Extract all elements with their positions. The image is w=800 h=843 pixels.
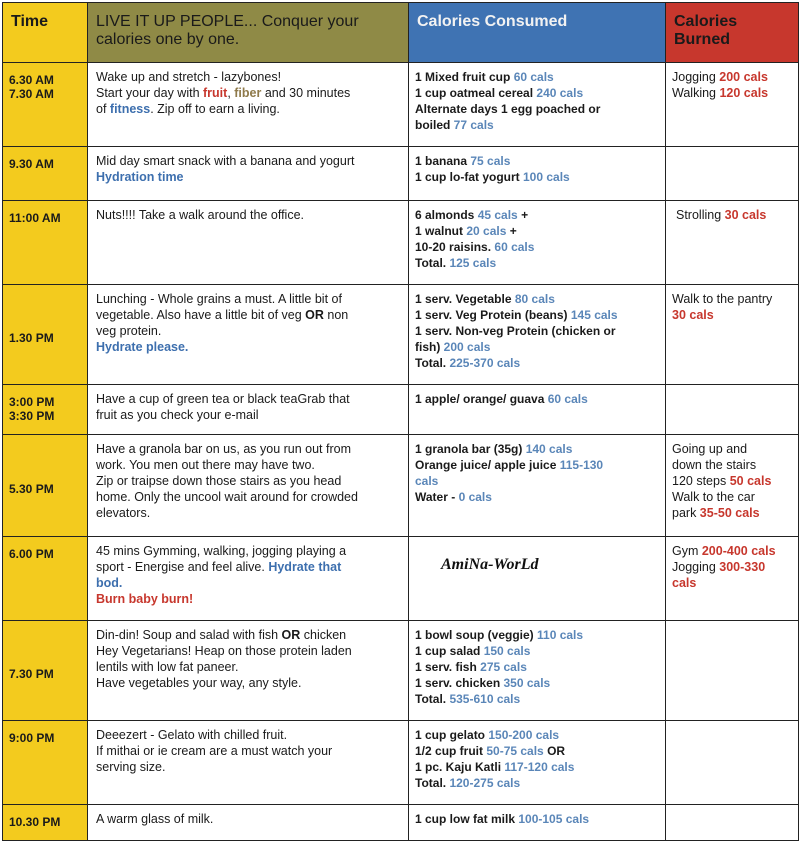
- activity-cell: Deeezert - Gelato with chilled fruit. If mithai or ie cream are a must watch your serving size.: [88, 721, 409, 805]
- consumed-cell: 1 apple/ orange/ guava 60 cals: [409, 385, 666, 435]
- time-cell: 3:00 PM 3:30 PM: [3, 385, 88, 435]
- header-consumed: Calories Consumed: [409, 3, 666, 63]
- consumed-cell: 1 cup low fat milk 100-105 cals: [409, 805, 666, 841]
- time-cell: 7.30 PM: [3, 621, 88, 721]
- activity-cell: Mid day smart snack with a banana and yogurt Hydration time: [88, 147, 409, 201]
- consumed-cell: 1 granola bar (35g) 140 cals Orange juice/ apple juice 115-130 cals Water - 0 cals: [409, 435, 666, 537]
- time-cell: 9:00 PM: [3, 721, 88, 805]
- header-burned: Calories Burned: [666, 3, 799, 63]
- time-cell: 10.30 PM: [3, 805, 88, 841]
- table-row: [3, 285, 799, 385]
- table-row: [3, 201, 799, 285]
- time-cell: 11:00 AM: [3, 201, 88, 285]
- consumed-cell: [409, 537, 666, 621]
- consumed-cell: 1 serv. Vegetable 80 cals 1 serv. Veg Protein (beans) 145 cals 1 serv. Non-veg Protein (chicken or fish) 200 cals Total. 225-370 cals: [409, 285, 666, 385]
- burned-cell: Jogging 200 cals Walking 120 cals: [666, 63, 799, 147]
- consumed-cell: 1 banana 75 cals 1 cup lo-fat yogurt 100 cals: [409, 147, 666, 201]
- activity-cell: Wake up and stretch - lazybones! Start your day with fruit, fiber and 30 minutes of fitness. Zip off to earn a living.: [88, 63, 409, 147]
- activity-cell: 45 mins Gymming, walking, jogging playing a sport - Energise and feel alive. Hydrate that bod. Burn baby burn!: [88, 537, 409, 621]
- time-cell: 6.30 AM 7.30 AM: [3, 63, 88, 147]
- table-row: [3, 805, 799, 841]
- activity-cell: Have a cup of green tea or black teaGrab that fruit as you check your e-mail: [88, 385, 409, 435]
- table-row: [3, 621, 799, 721]
- burned-cell: Walk to the pantry 30 cals: [666, 285, 799, 385]
- table-row: [3, 147, 799, 201]
- burned-cell: Going up and down the stairs 120 steps 50 cals Walk to the car park 35-50 cals: [666, 435, 799, 537]
- activity-cell: Din-din! Soup and salad with fish OR chicken Hey Vegetarians! Heap on those protein laden lentils with low fat paneer. Have vegetables your way, any style.: [88, 621, 409, 721]
- consumed-cell: 1 Mixed fruit cup 60 cals 1 cup oatmeal cereal 240 cals Alternate days 1 egg poached or boiled 77 cals: [409, 63, 666, 147]
- header-time: Time: [3, 3, 88, 63]
- activity-cell: Lunching - Whole grains a must. A little bit of vegetable. Also have a little bit of veg OR non veg protein. Hydrate please.: [88, 285, 409, 385]
- consumed-cell: 1 bowl soup (veggie) 110 cals 1 cup salad 150 cals 1 serv. fish 275 cals 1 serv. chicken 350 cals Total. 535-610 cals: [409, 621, 666, 721]
- table-row: [3, 721, 799, 805]
- burned-cell: [666, 721, 799, 805]
- time-cell: 5.30 PM: [3, 435, 88, 537]
- activity-cell: Have a granola bar on us, as you run out from work. You men out there may have two. Zip or traipse down those stairs as you head home. Only the uncool wait around for crowded elevators.: [88, 435, 409, 537]
- burned-cell: [666, 385, 799, 435]
- consumed-cell: 6 almonds 45 cals + 1 walnut 20 cals + 10-20 raisins. 60 cals Total. 125 cals: [409, 201, 666, 285]
- time-cell: 9.30 AM: [3, 147, 88, 201]
- consumed-cell: 1 cup gelato 150-200 cals 1/2 cup fruit 50-75 cals OR 1 pc. Kaju Katli 117-120 cals Total. 120-275 cals: [409, 721, 666, 805]
- burned-cell: [666, 621, 799, 721]
- table-row: [3, 537, 799, 621]
- burned-cell: [666, 805, 799, 841]
- watermark: AmiNa-WorLd: [441, 556, 539, 573]
- burned-cell: Gym 200-400 cals Jogging 300-330 cals: [666, 537, 799, 621]
- calorie-schedule: [2, 2, 798, 840]
- activity-cell: A warm glass of milk.: [88, 805, 409, 841]
- header-row: [3, 3, 799, 63]
- schedule-table: [2, 2, 799, 841]
- table-row: [3, 63, 799, 147]
- table-row: [3, 385, 799, 435]
- activity-cell: Nuts!!!! Take a walk around the office.: [88, 201, 409, 285]
- time-cell: 1.30 PM: [3, 285, 88, 385]
- table-row: [3, 435, 799, 537]
- header-live: LIVE IT UP PEOPLE... Conquer your calories one by one.: [88, 3, 409, 63]
- time-cell: 6.00 PM: [3, 537, 88, 621]
- burned-cell: [666, 147, 799, 201]
- burned-cell: Strolling 30 cals: [666, 201, 799, 285]
